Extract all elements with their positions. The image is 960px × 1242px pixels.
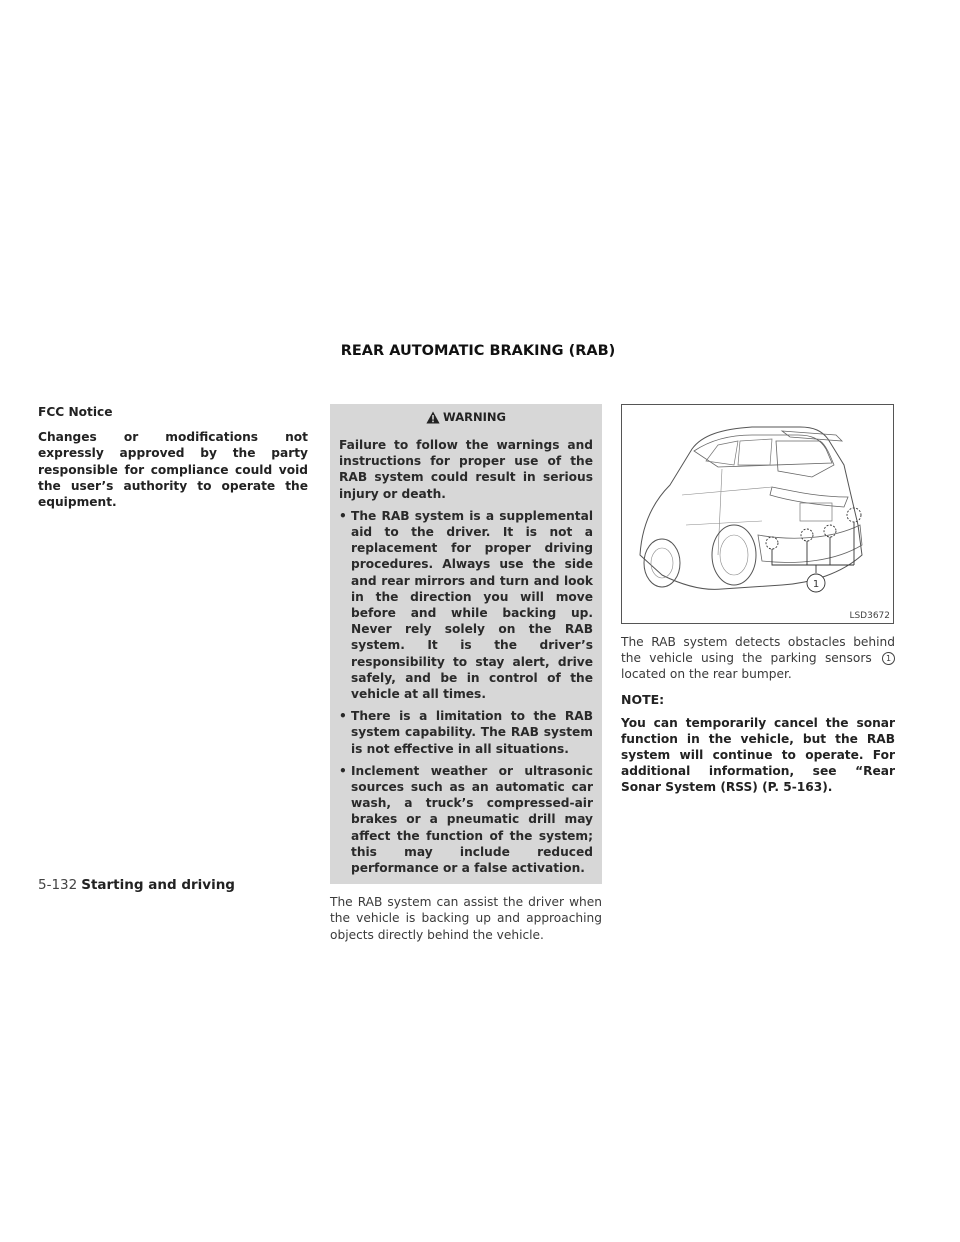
figure-code: LSD3672 (849, 611, 890, 621)
warning-header (330, 404, 602, 430)
warning-intro: Failure to follow the warnings and instructions for proper use of the RAB system could result in serious injury or death. (339, 438, 593, 501)
warning-box (330, 404, 602, 884)
section-title: REAR AUTOMATIC BRAKING (RAB) (340, 343, 616, 359)
sensor-ref-number: 1 (882, 652, 895, 665)
warning-bullet: • Inclement weather or ultrasonic sources such as an automatic car wash, a truck’s compressed-air brakes or a pneumatic drill may affect the function of the system; this may include reduced performance or a false activation. (339, 763, 593, 876)
warning-label: WARNING (443, 410, 506, 424)
note-text: You can temporarily cancel the sonar function in the vehicle, but the RAB system will continue to operate. For additional information, see “Rear Sonar System (RSS) (P. 5-163). (621, 715, 895, 795)
page-number: 5-132 (38, 877, 78, 893)
column-sensors (621, 404, 895, 805)
column-warning (330, 404, 602, 952)
callout-number: 1 (812, 579, 820, 590)
car-rear-illustration (622, 405, 893, 623)
warning-triangle-icon (426, 411, 440, 424)
column-fcc (38, 404, 308, 519)
page-footer (38, 877, 235, 893)
warning-bullet: • The RAB system is a supplemental aid to the driver. It is not a replacement for proper driving procedures. Always use the side and rear mirrors and turn and look in the direction you will move before and while backing up. Never rely solely on the RAB system. It is the driver’s responsibility to stay alert, drive safely, and be in control of the vehicle at all times. (339, 508, 593, 702)
note-heading: NOTE: (621, 691, 665, 707)
rab-assist-text: The RAB system can assist the driver when the vehicle is backing up and approaching objects directly behind the vehicle. (330, 895, 602, 942)
fcc-heading: FCC Notice (38, 405, 113, 419)
rear-bumper-figure (621, 404, 894, 624)
chapter-name: Starting and driving (81, 877, 235, 893)
fcc-text: Changes or modifications not expressly approved by the party responsible for compliance could void the user’s authority to operate the equipment. (38, 430, 308, 510)
sensor-detect-text: The RAB system detects obstacles behind the vehicle using the parking sensors 1 located on the rear bumper. (621, 635, 895, 682)
warning-bullet: • There is a limitation to the RAB system capability. The RAB system is not effective in all situations. (339, 709, 593, 756)
